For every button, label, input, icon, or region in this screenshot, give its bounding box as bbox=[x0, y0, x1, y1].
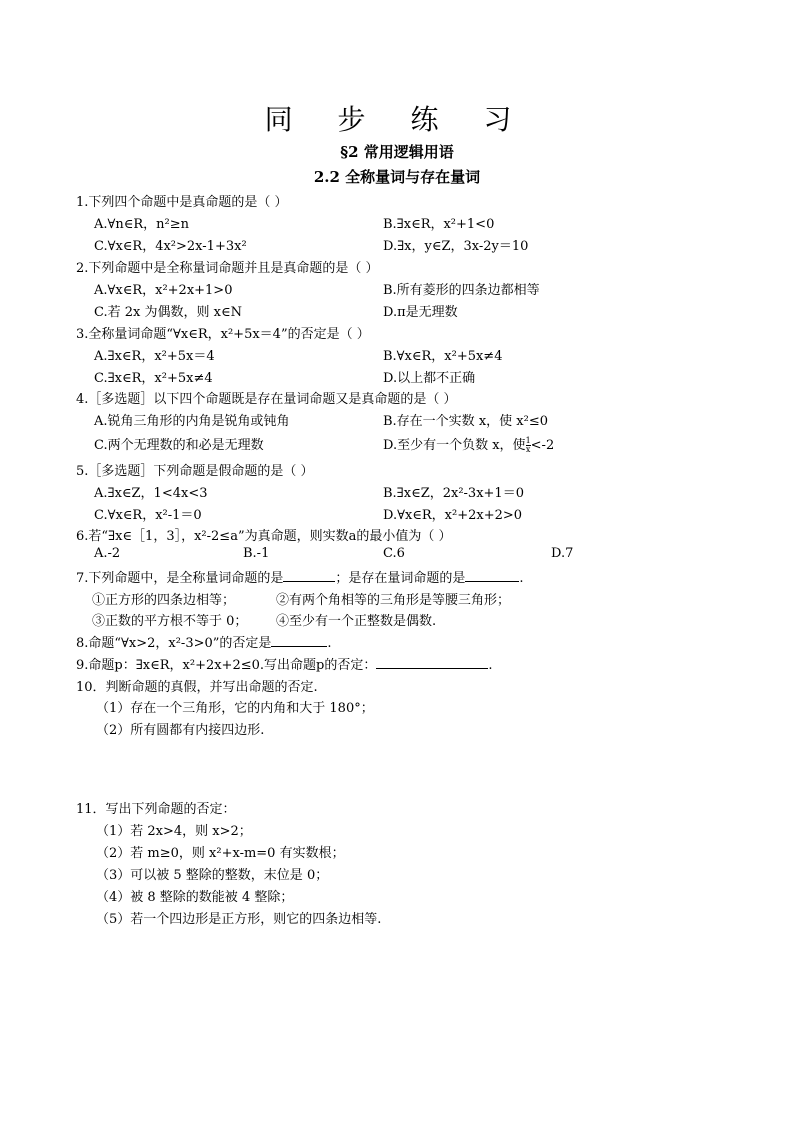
q7-item-4: ④至少有一个正整数是偶数. bbox=[276, 614, 437, 629]
question-10-stem: 10．判断命题的真假，并写出命题的否定. bbox=[76, 680, 318, 695]
q4-option-d-text: D.至少有一个负数 x，使 bbox=[383, 438, 526, 453]
q3-option-c: C.∃x∈R，x²+5x≠4 bbox=[94, 371, 213, 386]
q7-item-1: ①正方形的四条边相等； bbox=[92, 593, 236, 608]
question-11-stem: 11．写出下列命题的否定： bbox=[76, 802, 236, 817]
q6-option-b: B.-1 bbox=[243, 546, 270, 561]
question-1-stem: 1.下列四个命题中是真命题的是（ ） bbox=[76, 195, 288, 210]
q11-item-1: （1）若 2x>4，则 x>2； bbox=[96, 824, 252, 839]
fraction-one-over-x: $\frac{1}{x}$ bbox=[525, 436, 531, 454]
question-3-stem: 3.全称量词命题“∀x∈R，x²+5x＝4”的否定是（ ） bbox=[76, 327, 370, 342]
q10-item-2: （2）所有圆都有内接四边形. bbox=[96, 723, 265, 738]
q4-option-d bbox=[383, 434, 554, 454]
q1-option-a: A.∀n∈R，n²≥n bbox=[94, 217, 189, 232]
q4-option-a: A.锐角三角形的内角是锐角或钝角 bbox=[94, 414, 290, 429]
q6-option-c: C.6 bbox=[383, 546, 405, 561]
question-9-stem: 9.命题p：∃x∈R，x²+2x+2≤0.写出命题p的否定： . bbox=[76, 658, 493, 673]
question-6-stem: 6.若“∃x∈［1，3］，x²-2≤a”为真命题，则实数a的最小值为（ ） bbox=[76, 529, 452, 544]
q11-item-4: （4）被 8 整除的数能被 4 整除； bbox=[96, 890, 294, 905]
q7-item-3: ③正数的平方根不等于 0； bbox=[92, 614, 248, 629]
q5-option-c: C.∀x∈R，x²-1＝0 bbox=[94, 508, 202, 523]
q10-item-1: （1）存在一个三角形，它的内角和大于 180°； bbox=[96, 701, 374, 716]
section-heading: §2 常用逻辑用语 bbox=[340, 143, 454, 161]
q7-blank-2[interactable] bbox=[465, 569, 519, 582]
q1-option-b: B.∃x∈R，x²+1<0 bbox=[383, 217, 495, 232]
question-5-stem: 5.［多选题］下列命题是假命题的是（ ） bbox=[76, 464, 314, 479]
q6-option-a: A.-2 bbox=[94, 546, 121, 561]
q5-option-a: A.∃x∈Z，1<4x<3 bbox=[94, 486, 208, 501]
q5-option-d: D.∀x∈R，x²+2x+2>0 bbox=[383, 508, 523, 523]
q2-option-a: A.∀x∈R，x²+2x+1>0 bbox=[94, 283, 233, 298]
q4-option-d-tail: <-2 bbox=[530, 438, 555, 453]
q4-option-b: B.存在一个实数 x，使 x²≤0 bbox=[383, 414, 548, 429]
q11-item-2: （2）若 m≥0，则 x²+x-m=0 有实数根； bbox=[96, 846, 345, 861]
q3-option-a: A.∃x∈R，x²+5x＝4 bbox=[94, 349, 215, 364]
q2-option-d: D.π是无理数 bbox=[383, 305, 458, 320]
q2-option-b: B.所有菱形的四条边都相等 bbox=[383, 283, 540, 298]
question-2-stem: 2.下列命题中是全称量词命题并且是真命题的是（ ） bbox=[76, 261, 379, 276]
question-8-stem: 8.命题“∀x>2，x²-3>0”的否定是 . bbox=[76, 636, 332, 651]
q2-option-c: C.若 2x 为偶数，则 x∈N bbox=[94, 305, 242, 320]
q9-blank[interactable] bbox=[376, 656, 488, 669]
question-4-stem: 4.［多选题］以下四个命题既是存在量词命题又是真命题的是（ ） bbox=[76, 392, 457, 407]
q11-item-5: （5）若一个四边形是正方形，则它的四条边相等. bbox=[96, 912, 382, 927]
q3-option-b: B.∀x∈R，x²+5x≠4 bbox=[383, 349, 503, 364]
q5-option-b: B.∃x∈Z，2x²-3x+1＝0 bbox=[383, 486, 524, 501]
subsection-heading: 2.2 全称量词与存在量词 bbox=[313, 168, 481, 186]
q11-item-3: （3）可以被 5 整除的整数，末位是 0； bbox=[96, 868, 329, 883]
q7-blank-1[interactable] bbox=[283, 569, 335, 582]
q1-option-d: D.∃x，y∈Z，3x-2y＝10 bbox=[383, 239, 529, 254]
q6-option-d: D.7 bbox=[551, 546, 574, 561]
q4-option-c: C.两个无理数的和必是无理数 bbox=[94, 438, 264, 453]
question-7-stem: 7.下列命题中，是全称量词命题的是 ；是存在量词命题的是 . bbox=[76, 571, 524, 586]
q3-option-d: D.以上都不正确 bbox=[383, 371, 476, 386]
q7-item-2: ②有两个角相等的三角形是等腰三角形； bbox=[276, 593, 511, 608]
q8-blank[interactable] bbox=[271, 634, 327, 647]
q1-option-c: C.∀x∈R，4x²>2x-1+3x² bbox=[94, 239, 247, 254]
page-title: 同 步 练 习 bbox=[264, 103, 530, 136]
